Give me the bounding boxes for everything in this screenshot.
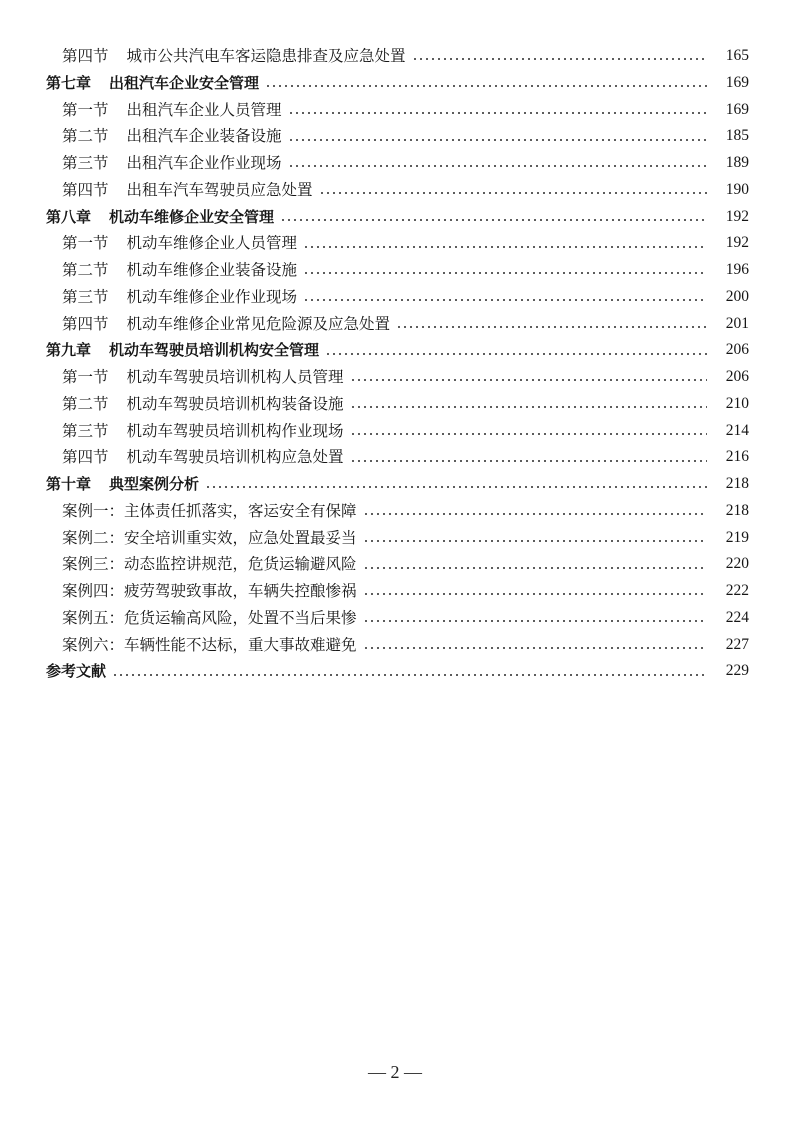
dot-leader xyxy=(350,433,707,435)
toc-entry-title: 机动车维修企业常见危险源及应急处置 xyxy=(126,314,391,333)
toc-entry-section xyxy=(0,418,790,445)
toc-entry-page: 227 xyxy=(725,635,749,653)
dot-leader xyxy=(412,58,707,60)
toc-entry-title: 出租车汽车驾驶员应急处置 xyxy=(126,180,313,199)
toc-entry-case xyxy=(0,551,790,578)
toc-entry-page: 224 xyxy=(725,608,749,626)
toc-entry-page: 196 xyxy=(725,261,749,278)
toc-entry-page: 216 xyxy=(725,448,749,466)
dot-leader xyxy=(363,593,707,595)
toc-entry-label: 第二节 xyxy=(62,261,109,279)
table-of-contents xyxy=(0,43,790,685)
toc-entry-title: 安全培训重实效，应急处置最妥当 xyxy=(124,528,357,547)
toc-entry-page: 210 xyxy=(725,394,749,412)
toc-entry-section xyxy=(0,177,790,204)
toc-entry-title: 危货运输高风险，处置不当后果惨 xyxy=(124,608,357,627)
toc-entry-ref xyxy=(0,658,790,685)
toc-entry-title: 机动车驾驶员培训机构应急处置 xyxy=(126,448,344,467)
toc-entry-title: 参考文献 xyxy=(46,662,107,681)
toc-entry-label: 第三节 xyxy=(62,287,109,306)
toc-entry-page: 201 xyxy=(725,314,749,332)
toc-entry-title: 出租汽车企业安全管理 xyxy=(109,73,260,92)
toc-entry-section xyxy=(0,150,790,177)
toc-entry-label: 案例一： xyxy=(62,501,125,520)
toc-entry-section xyxy=(0,284,790,311)
toc-entry-page: 218 xyxy=(725,475,749,492)
toc-entry-label: 第三节 xyxy=(62,154,109,172)
toc-entry-page: 192 xyxy=(725,234,749,252)
toc-entry-section xyxy=(0,311,790,338)
toc-entry-title: 机动车驾驶员培训机构人员管理 xyxy=(126,368,344,386)
dot-leader xyxy=(325,353,707,355)
toc-entry-case xyxy=(0,578,790,605)
dot-leader xyxy=(363,567,707,569)
toc-entry-title: 出租汽车企业人员管理 xyxy=(126,100,282,119)
toc-entry-page: 219 xyxy=(725,528,749,546)
dot-leader xyxy=(265,85,707,87)
toc-entry-page: 185 xyxy=(725,127,749,145)
toc-entry-case xyxy=(0,498,790,525)
toc-entry-title: 城市公共汽电车客运隐患排查及应急处置 xyxy=(126,47,406,65)
toc-entry-label: 案例三： xyxy=(62,555,125,574)
toc-entry-page: 206 xyxy=(725,341,749,359)
toc-entry-title: 疲劳驾驶致事故，车辆失控酿惨祸 xyxy=(124,582,357,600)
toc-entry-label: 案例五： xyxy=(62,608,125,627)
toc-entry-label: 第一节 xyxy=(62,100,109,119)
toc-entry-chapter xyxy=(0,337,790,364)
toc-entry-label: 第八章 xyxy=(46,207,92,226)
toc-entry-label: 第四节 xyxy=(62,448,109,467)
toc-entry-label: 第九章 xyxy=(46,341,92,360)
toc-entry-label: 案例二： xyxy=(62,528,125,547)
dot-leader xyxy=(363,513,707,515)
toc-entry-title: 机动车驾驶员培训机构作业现场 xyxy=(126,421,344,440)
dot-leader xyxy=(303,299,707,301)
toc-entry-title: 主体责任抓落实，客运安全有保障 xyxy=(124,501,357,520)
toc-entry-page: 192 xyxy=(725,207,749,225)
toc-entry-title: 车辆性能不达标，重大事故难避免 xyxy=(124,635,357,654)
toc-entry-page: 222 xyxy=(725,582,749,599)
toc-entry-section xyxy=(0,391,790,418)
toc-entry-title: 机动车驾驶员培训机构安全管理 xyxy=(109,341,320,360)
dot-leader xyxy=(396,326,707,328)
dot-leader xyxy=(288,112,707,114)
toc-entry-page: 189 xyxy=(725,154,749,171)
dot-leader xyxy=(112,674,707,676)
toc-entry-label: 第四节 xyxy=(62,47,109,65)
toc-entry-case xyxy=(0,605,790,632)
toc-entry-title: 典型案例分析 xyxy=(109,475,200,493)
toc-entry-page: 165 xyxy=(725,47,749,64)
dot-leader xyxy=(205,486,707,488)
dot-leader xyxy=(350,460,707,462)
dot-leader xyxy=(288,165,707,167)
toc-entry-label: 第四节 xyxy=(62,314,109,333)
toc-entry-case xyxy=(0,525,790,552)
toc-entry-title: 出租汽车企业装备设施 xyxy=(126,127,282,146)
toc-entry-page: 229 xyxy=(725,662,749,680)
toc-entry-label: 第二节 xyxy=(62,394,109,413)
toc-entry-page: 200 xyxy=(725,287,749,305)
dot-leader xyxy=(319,192,707,194)
dot-leader xyxy=(350,379,707,381)
toc-entry-title: 机动车驾驶员培训机构装备设施 xyxy=(126,394,344,413)
toc-entry-page: 206 xyxy=(725,368,749,385)
dot-leader xyxy=(288,139,707,141)
toc-entry-label: 案例六： xyxy=(62,635,125,654)
toc-entry-label: 第一节 xyxy=(62,234,109,253)
toc-entry-page: 218 xyxy=(725,501,749,519)
toc-entry-section xyxy=(0,257,790,284)
dot-leader xyxy=(363,540,707,542)
dot-leader xyxy=(350,406,707,408)
toc-entry-section xyxy=(0,123,790,150)
toc-entry-page: 190 xyxy=(725,180,749,198)
dot-leader xyxy=(303,246,707,248)
toc-entry-chapter xyxy=(0,471,790,498)
dot-leader xyxy=(303,272,707,274)
toc-entry-section xyxy=(0,97,790,124)
toc-entry-label: 第一节 xyxy=(62,368,109,386)
page-number: — 2 — xyxy=(368,1062,422,1082)
toc-entry-title: 机动车维修企业人员管理 xyxy=(126,234,298,253)
toc-entry-label: 第四节 xyxy=(62,180,109,199)
toc-entry-page: 169 xyxy=(725,73,749,91)
toc-entry-chapter xyxy=(0,70,790,97)
toc-entry-label: 案例四： xyxy=(62,582,125,600)
dot-leader xyxy=(363,620,707,622)
toc-entry-chapter xyxy=(0,204,790,231)
toc-entry-label: 第三节 xyxy=(62,421,109,440)
toc-entry-label: 第十章 xyxy=(46,475,92,493)
toc-entry-label: 第七章 xyxy=(46,73,92,92)
toc-entry-title: 机动车维修企业作业现场 xyxy=(126,287,298,306)
toc-entry-title: 动态监控讲规范，危货运输避风险 xyxy=(124,555,357,574)
toc-entry-title: 机动车维修企业装备设施 xyxy=(126,261,298,279)
toc-entry-section xyxy=(0,444,790,471)
toc-entry-section xyxy=(0,43,790,70)
toc-entry-title: 出租汽车企业作业现场 xyxy=(126,154,282,172)
toc-entry-page: 220 xyxy=(725,555,749,573)
toc-entry-page: 169 xyxy=(725,100,749,118)
dot-leader xyxy=(280,219,707,221)
toc-entry-section xyxy=(0,230,790,257)
toc-entry-label: 第二节 xyxy=(62,127,109,146)
toc-entry-page: 214 xyxy=(725,421,749,439)
toc-entry-case xyxy=(0,632,790,659)
dot-leader xyxy=(363,647,707,649)
toc-entry-title: 机动车维修企业安全管理 xyxy=(109,207,275,226)
toc-entry-section xyxy=(0,364,790,391)
